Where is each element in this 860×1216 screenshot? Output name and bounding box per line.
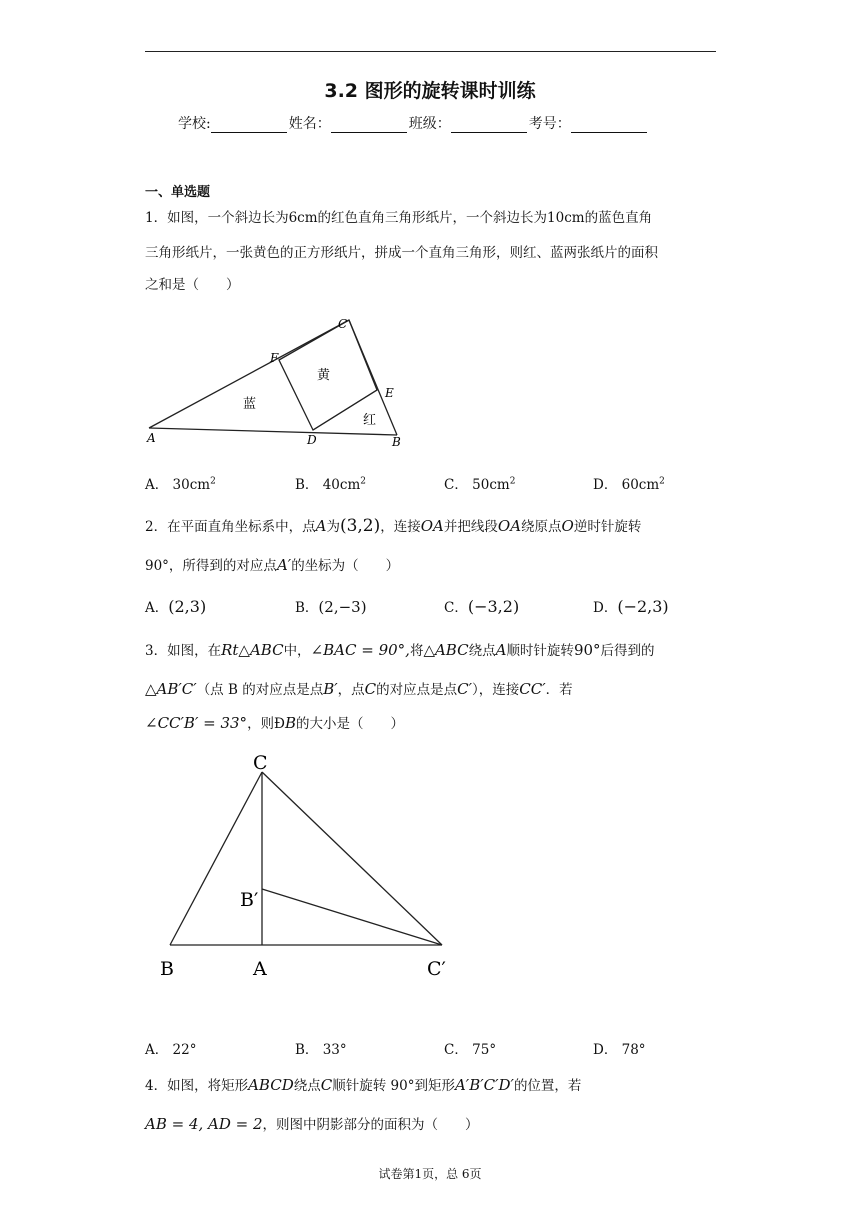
student-info-line: [178, 113, 649, 133]
q2-line1: 2．在平面直角坐标系中，点A为(3,2)，连接OA并把线段OA绕原点O逆时针旋转: [145, 516, 642, 536]
q3-line1: 3．如图，在Rt△ABC中，∠BAC = 90°,将△ABC绕点A顺时针旋转90°后得到的: [145, 641, 655, 659]
school-blank[interactable]: [211, 118, 287, 133]
q1-line3: 之和是（ ）: [145, 277, 240, 293]
q1-label-blue: 蓝: [243, 397, 257, 412]
q3-label-Bprime: B′: [240, 889, 259, 911]
q4-line1: 4．如图，将矩形ABCD绕点C顺针旋转 90°到矩形A′B′C′D′的位置，若: [145, 1076, 582, 1094]
q1-label-A: A: [147, 431, 156, 445]
q1-label-yellow: 黄: [317, 368, 331, 383]
class-label: 班级：: [408, 116, 451, 132]
q3-figure: [150, 748, 470, 988]
page-footer: 试卷第1页，总 6页: [378, 1167, 482, 1181]
q2-option-c[interactable]: C．(−3,2): [444, 597, 520, 616]
q1-option-b[interactable]: B． $40cm^2$: [295, 476, 366, 493]
name-blank[interactable]: [331, 118, 407, 133]
q1-line2: 三角形纸片，一张黄色的正方形纸片，拼成一个直角三角形，则红、蓝两张纸片的面积: [145, 245, 658, 261]
q1-label-F: F: [270, 351, 279, 365]
q3-line3: ∠CC′B′ = 33°，则ÐB的大小是（ ）: [145, 714, 404, 732]
q3-label-B: B: [160, 958, 174, 980]
q3-line2: △AB′C′（点 B 的对应点是点B′，点C的对应点是点C′），连接CC′．若: [145, 680, 573, 698]
id-label: 考号：: [528, 116, 571, 132]
id-blank[interactable]: [571, 118, 647, 133]
class-blank[interactable]: [451, 118, 527, 133]
page-title: 3.2 图形的旋转课时训练: [324, 80, 536, 102]
q1-label-B: B: [392, 435, 401, 449]
q1-option-a[interactable]: A． $30cm^2$: [145, 476, 216, 493]
q2-option-b[interactable]: B．(2,−3): [295, 598, 367, 616]
q1-label-E: E: [385, 386, 394, 400]
q1-label-C: C: [338, 317, 348, 331]
q1-line1: 1．如图，一个斜边长为6cm的红色直角三角形纸片，一个斜边长为10cm的蓝色直角: [145, 210, 653, 226]
q1-label-D: D: [307, 433, 317, 447]
q1-figure: [145, 312, 415, 452]
q2-line2: 90°，所得到的对应点A′的坐标为（ ）: [145, 556, 400, 574]
q2-option-a[interactable]: A．(2,3): [145, 597, 207, 616]
q4-line2: AB = 4, AD = 2，则图中阴影部分的面积为（ ）: [145, 1115, 479, 1133]
q2-option-d[interactable]: D．(−2,3): [593, 597, 669, 616]
q3-label-C: C: [253, 752, 268, 774]
q3-option-b[interactable]: B． 33°: [295, 1042, 347, 1058]
q1-label-red: 红: [363, 413, 377, 428]
name-label: 姓名：: [288, 116, 331, 132]
header-rule: [145, 51, 716, 52]
school-label: 学校:: [178, 116, 211, 132]
q3-option-d[interactable]: D． 78°: [593, 1042, 646, 1058]
q1-option-c[interactable]: C． $50cm^2$: [444, 476, 516, 493]
q3-label-A: A: [253, 958, 267, 980]
q1-option-d[interactable]: D． $60cm^2$: [593, 476, 665, 493]
q3-label-Cprime: C′: [427, 958, 446, 980]
q3-option-a[interactable]: A． 22°: [145, 1042, 197, 1058]
q3-option-c[interactable]: C． 75°: [444, 1042, 497, 1058]
section-heading: 一、单选题: [145, 185, 211, 200]
